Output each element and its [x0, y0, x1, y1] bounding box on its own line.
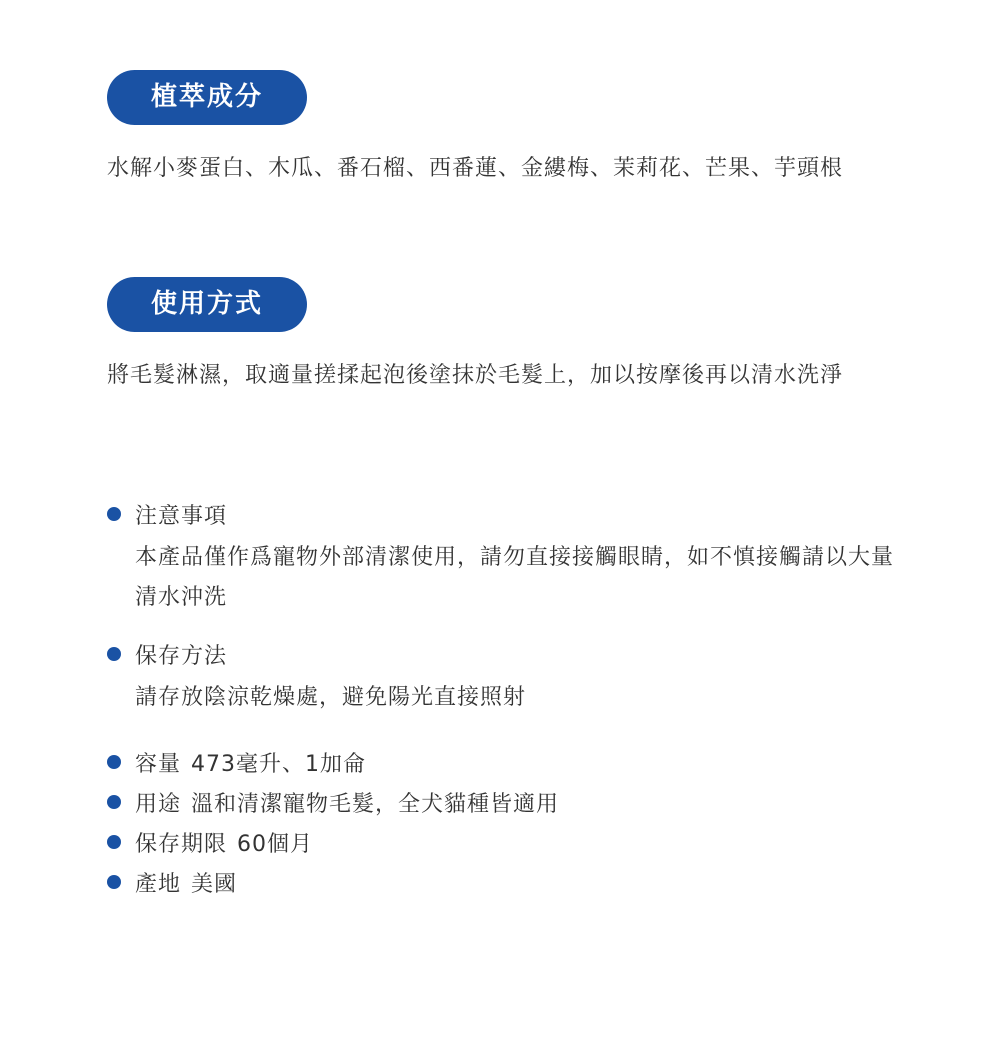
caution-title-row [107, 494, 897, 534]
bullet-dot-icon [107, 875, 121, 889]
usage-text: 將毛髮淋濕，取適量搓揉起泡後塗抹於毛髮上，加以按摩後再以清水洗淨 [107, 363, 844, 388]
spec-item-capacity [107, 742, 897, 782]
bullet-dot-icon [107, 795, 121, 809]
caution-body: 本產品僅作爲寵物外部清潔使用，請勿直接接觸眼睛，如不慎接觸請以大量清水沖洗 [135, 545, 895, 610]
spec-label: 容量 [135, 751, 182, 777]
bullet-dot-icon [107, 647, 121, 661]
spec-label: 產地 [135, 871, 182, 897]
bullet-dot-icon [107, 507, 121, 521]
usage-section [107, 277, 897, 396]
bullet-dot-icon [107, 755, 121, 769]
ingredients-text: 水解小麥蛋白、木瓜、番石榴、西番蓮、金縷梅、茉莉花、芒果、芋頭根 [107, 156, 844, 181]
bullet-dot-icon [107, 835, 121, 849]
caution-note [107, 494, 897, 618]
storage-title-row [107, 634, 897, 674]
ingredients-heading: 植萃成分 [107, 70, 307, 125]
spec-list [107, 742, 897, 902]
spec-value: 溫和清潔寵物毛髮，全犬貓種皆適用 [191, 791, 560, 817]
spec-label: 用途 [135, 791, 182, 817]
caution-title: 注意事項 [135, 503, 228, 529]
spec-value: 美國 [191, 871, 238, 897]
spec-item-shelf-life [107, 822, 897, 862]
storage-title: 保存方法 [135, 643, 228, 669]
spec-label: 保存期限 [135, 831, 228, 857]
spec-value: 473毫升、1加侖 [191, 751, 367, 777]
usage-heading: 使用方式 [107, 277, 307, 332]
ingredients-section [107, 70, 897, 189]
spec-item-origin [107, 862, 897, 902]
storage-note [107, 634, 897, 718]
spec-item-purpose [107, 782, 897, 822]
storage-body: 請存放陰涼乾燥處，避免陽光直接照射 [135, 685, 527, 710]
spec-value: 60個月 [237, 831, 314, 857]
